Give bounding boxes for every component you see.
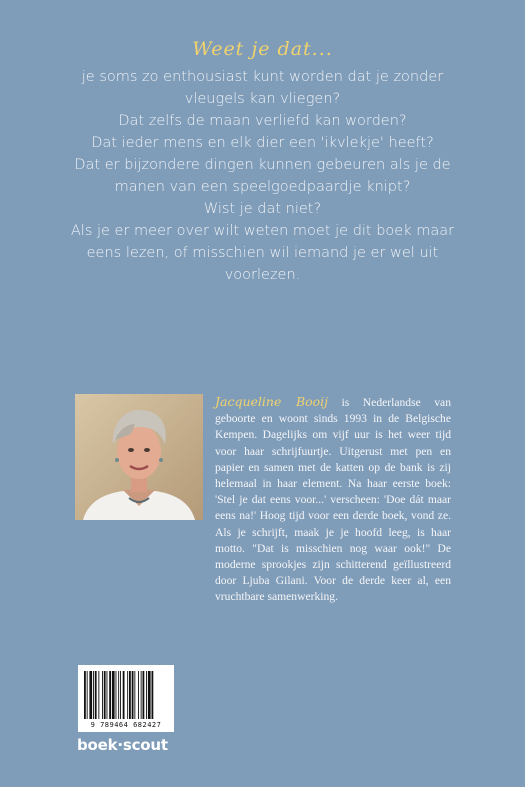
author-portrait-image bbox=[75, 394, 203, 520]
intro-line: manen van een speelgoedpaardje knipt? bbox=[114, 179, 411, 195]
intro-line: Dat er bijzondere dingen kunnen gebeuren als je de bbox=[74, 157, 451, 173]
author-bio bbox=[215, 394, 451, 606]
intro-line: Dat ieder mens en elk dier een 'ikvlekje' heeft? bbox=[91, 135, 434, 151]
author-name: Jacqueline Booij bbox=[215, 394, 329, 409]
isbn-number: 9 789464 682427 bbox=[90, 721, 162, 729]
intro-title: Weet je dat... bbox=[192, 38, 333, 60]
intro-line: voorlezen. bbox=[224, 267, 301, 283]
intro-line: Wist je dat niet? bbox=[203, 201, 322, 217]
publisher-logo: boek·scout bbox=[77, 736, 168, 754]
intro-line: Dat zelfs de maan verliefd kan worden? bbox=[118, 113, 407, 129]
author-bio-text: is Nederlandse van geboorte en woont sinds 1993 in de Belgische Kempen. Dagelijks om vijf uur is het weer tijd voor haar schrijfuurtje. Uitgerust met pen en papier en samen met de katten op de bank is zij helemaal in haar element. Na haar eerste boek: 'Stel je dat eens voor...' verscheen: 'Doe dát maar eens na!' Hoog tijd voor een derde boek, vond ze. Als je schrijft, maak je je hoofd leeg, is haar motto. "Dat is misschien nog waar ook!" De moderne sprookjes zijn schitterend geïllustreerd door Ljuba Gilani. Voor de derde keer al, een vruchtbare samenwerking. bbox=[215, 396, 451, 604]
intro-line: eens lezen, of misschien wil iemand je er wel uit bbox=[86, 245, 439, 261]
intro-line: Als je er meer over wilt weten moet je dit boek maar bbox=[70, 223, 455, 239]
author-photo bbox=[75, 394, 203, 520]
isbn-barcode bbox=[78, 665, 174, 732]
intro-line: je soms zo enthousiast kunt worden dat je zonder bbox=[81, 69, 444, 85]
intro-block bbox=[60, 36, 465, 286]
intro-line: vleugels kan vliegen? bbox=[184, 91, 341, 107]
